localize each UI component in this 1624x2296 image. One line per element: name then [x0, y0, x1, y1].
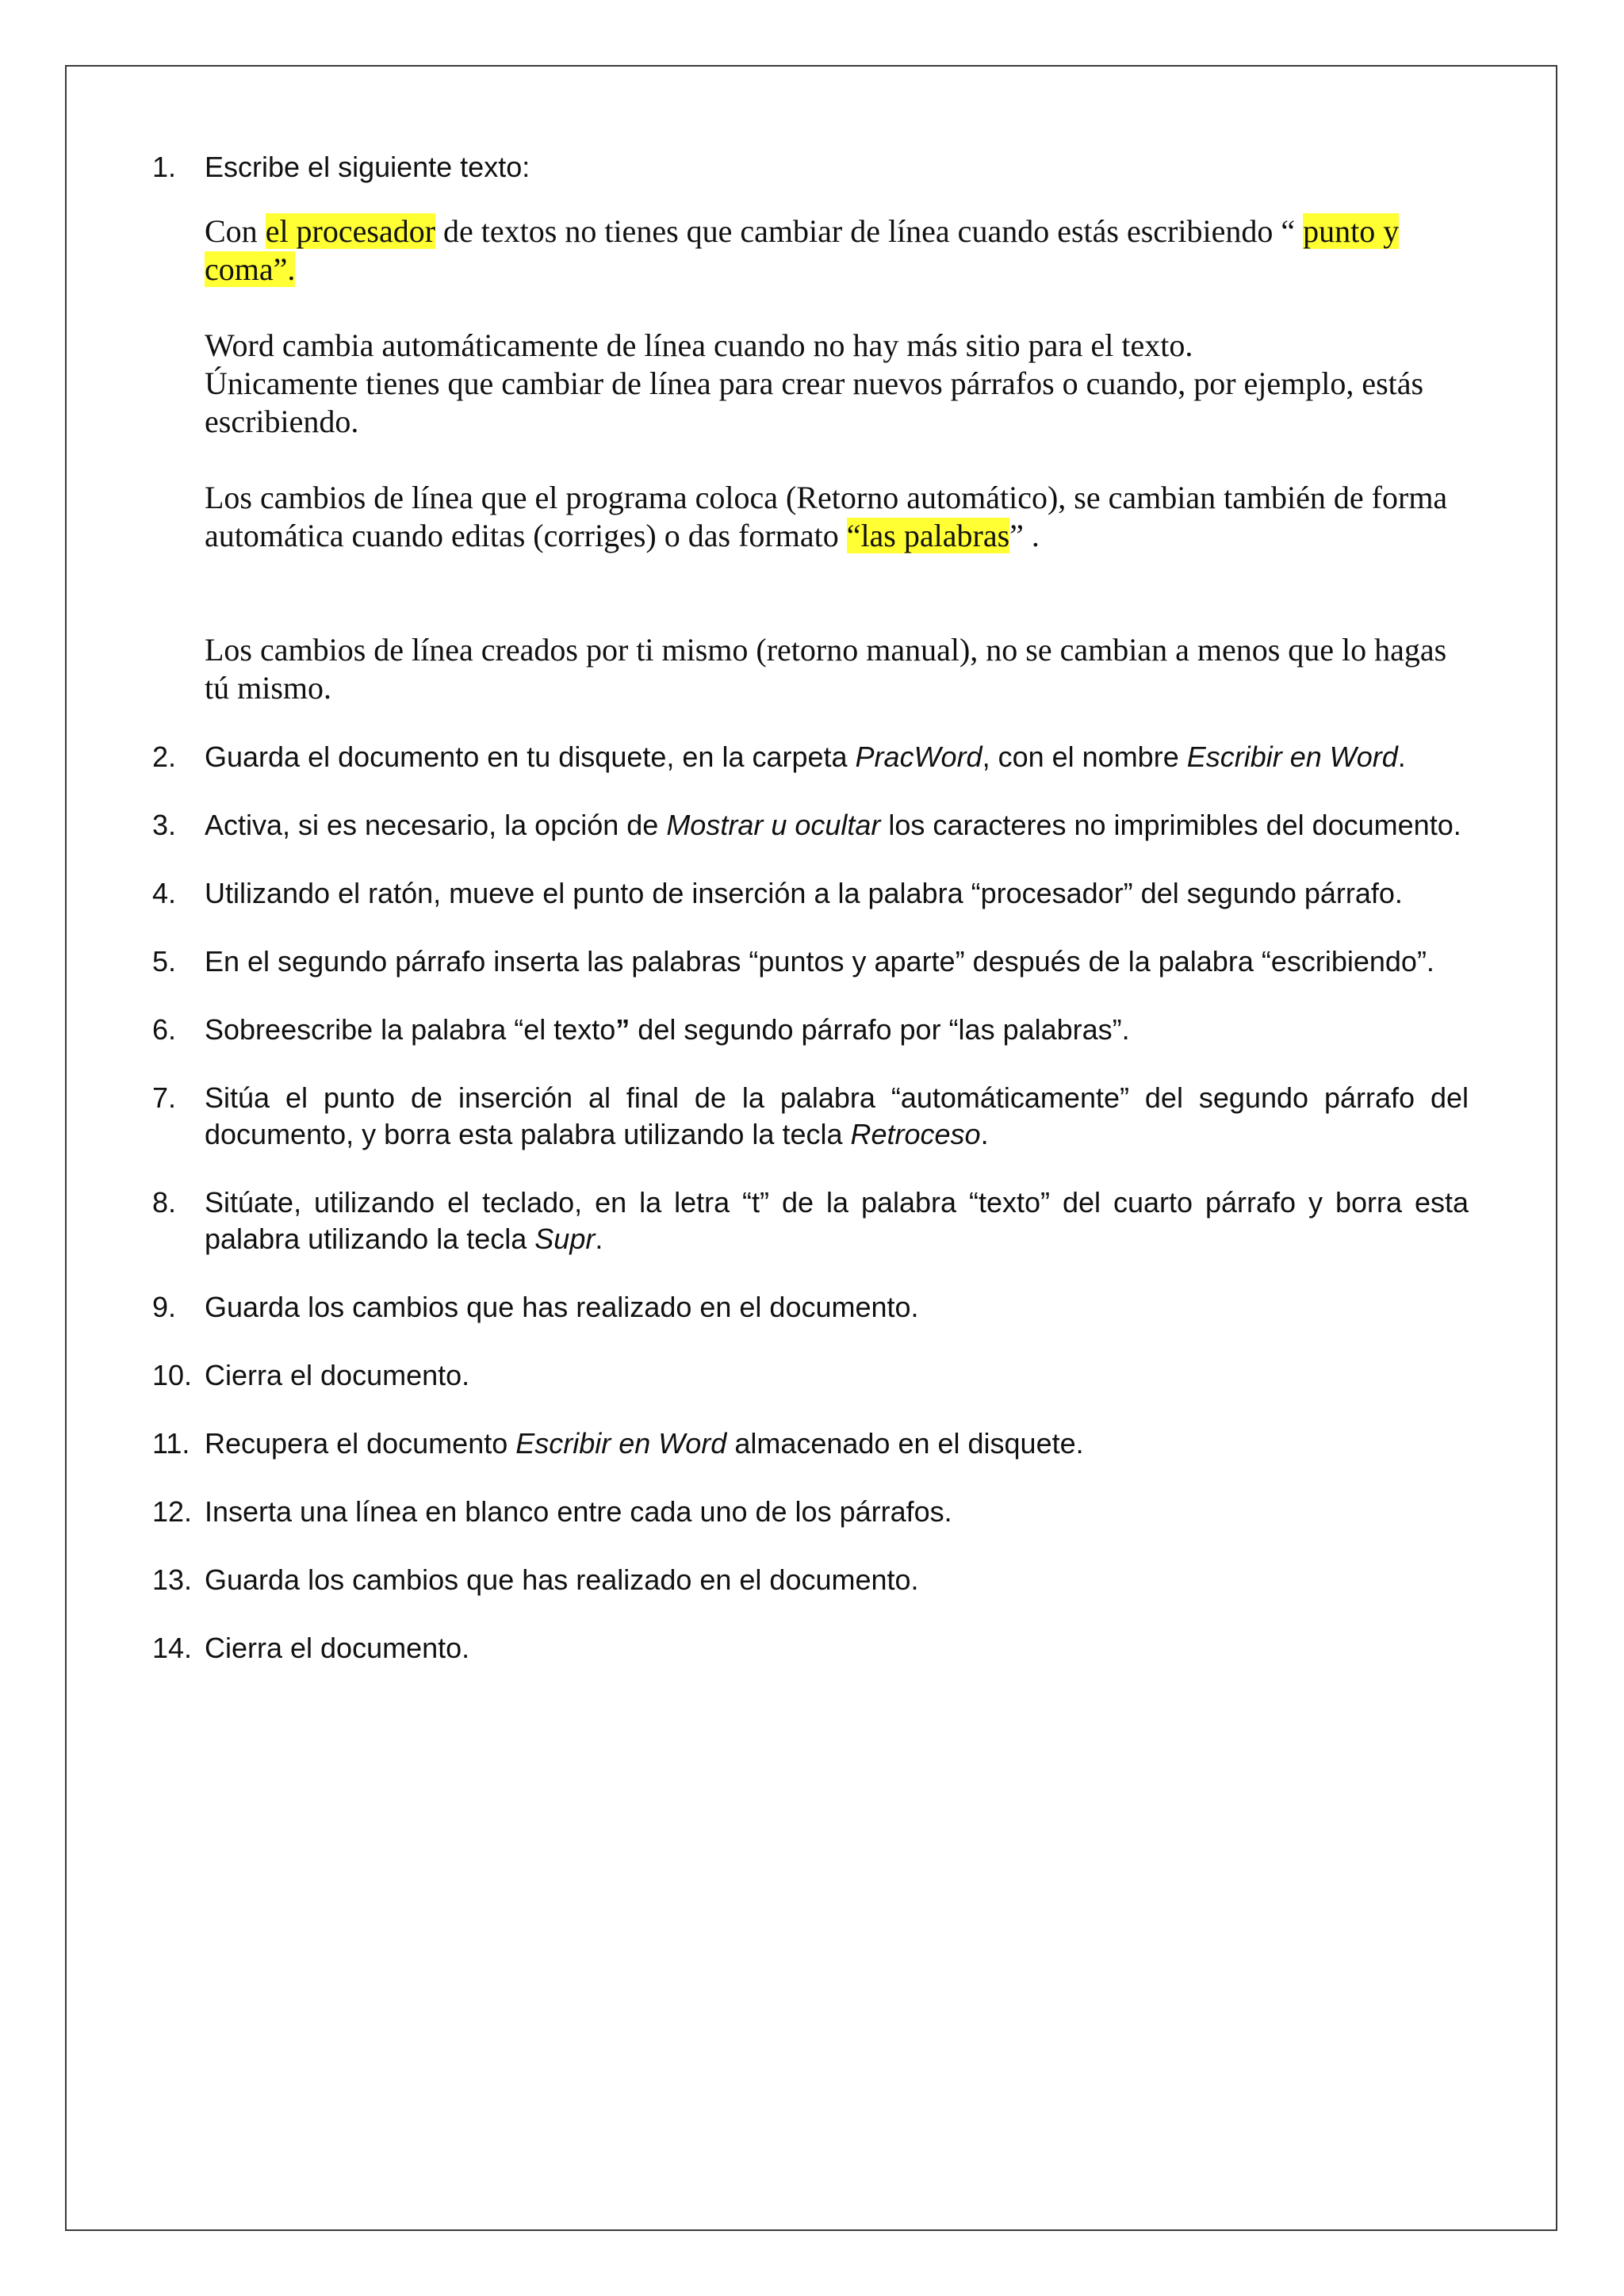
italic-text: PracWord: [855, 740, 982, 773]
sample-text: Word cambia automáticamente de línea cuando no hay más sitio para el texto.: [205, 327, 1193, 363]
item-text: Inserta una línea en blanco entre cada uno de los párrafos.: [205, 1495, 952, 1528]
item-text: Cierra el documento.: [205, 1632, 470, 1664]
item-text: .: [595, 1223, 603, 1255]
sample-paragraph-1: [205, 212, 1469, 289]
item-number: 7.: [152, 1081, 177, 1114]
italic-text: Retroceso: [850, 1118, 981, 1150]
item-number: 12.: [152, 1495, 193, 1528]
sample-text: ” .: [1009, 518, 1040, 553]
highlighted-text: punto y coma”.: [205, 213, 1400, 287]
sample-text: de textos no tienes que cambiar de línea cuando estás escribiendo “: [435, 213, 1304, 249]
bold-quote: ”: [615, 1013, 630, 1046]
item-number: 8.: [152, 1186, 177, 1219]
sample-paragraph-4: Los cambios de línea creados por ti mismo (retorno manual), no se cambian a menos que lo hagas tú mismo.: [205, 632, 1447, 706]
highlighted-text: el procesador: [265, 213, 436, 249]
item-text: Guarda los cambios que has realizado en el documento.: [205, 1291, 919, 1323]
list-item-8: [152, 1184, 1469, 1257]
item-number: 6.: [152, 1013, 177, 1046]
sample-text-block: [205, 212, 1469, 707]
item-text: Utilizando el ratón, mueve el punto de inserción a la palabra “procesador” del segundo párrafo.: [205, 877, 1403, 909]
item-number: 5.: [152, 945, 177, 978]
exercise-list: [152, 149, 1469, 1698]
item-text: del segundo párrafo por “las palabras”.: [630, 1013, 1130, 1046]
item-number: 9.: [152, 1291, 177, 1323]
item-text: Guarda el documento en tu disquete, en la carpeta: [205, 740, 856, 773]
list-item-13: [152, 1562, 1469, 1598]
list-item-12: [152, 1494, 1469, 1530]
italic-text: Supr: [534, 1223, 596, 1255]
item-text: En el segundo párrafo inserta las palabras “puntos y aparte” después de la palabra “escribiendo”.: [205, 945, 1434, 978]
item-number: 13.: [152, 1563, 193, 1596]
item-text: .: [980, 1118, 989, 1150]
sample-paragraph-3: [205, 479, 1469, 555]
item-text: Sitúate, utilizando el teclado, en la letra “t” de la palabra “texto” del cuarto párrafo y borra esta palabra utilizando la tecla: [205, 1186, 1469, 1255]
item-number: 11.: [152, 1427, 190, 1460]
item-text: Escribe el siguiente texto:: [205, 151, 530, 183]
italic-text: Mostrar u ocultar: [666, 809, 881, 841]
sample-paragraph-2: [205, 327, 1469, 441]
item-number: 14.: [152, 1632, 193, 1664]
list-item-11: [152, 1425, 1469, 1462]
item-number: 4.: [152, 877, 177, 909]
item-text: Activa, si es necesario, la opción de: [205, 809, 667, 841]
list-item-14: [152, 1630, 1469, 1667]
item-number: 2.: [152, 740, 177, 773]
list-item-9: [152, 1289, 1469, 1326]
item-text: Sitúa el punto de inserción al final de la palabra “automáticamente” del segundo párrafo del documento, y borra esta palabra utilizando la tecla: [205, 1081, 1469, 1150]
item-text: Cierra el documento.: [205, 1359, 470, 1391]
item-text: , con el nombre: [982, 740, 1187, 773]
italic-text: Escribir en Word: [515, 1427, 727, 1460]
item-number: 3.: [152, 809, 177, 841]
list-item-1: [152, 149, 1469, 707]
item-text: .: [1397, 740, 1406, 773]
item-text: almacenado en el disquete.: [726, 1427, 1084, 1460]
sample-text: Con: [205, 213, 266, 249]
list-item-4: [152, 875, 1469, 912]
list-item-10: [152, 1357, 1469, 1394]
list-item-3: [152, 807, 1469, 844]
item-text: Guarda los cambios que has realizado en el documento.: [205, 1563, 919, 1596]
sample-text: Los cambios de línea que el programa coloca (Retorno automático), se cambian también de forma automática cuando editas (corriges) o das formato: [205, 480, 1448, 553]
list-item-6: [152, 1012, 1469, 1048]
list-item-5: [152, 943, 1469, 980]
sample-text: Únicamente tienes que cambiar de línea para crear nuevos párrafos o cuando, por ejemplo, estás escribiendo.: [205, 365, 1424, 439]
item-number: 1.: [152, 151, 177, 183]
highlighted-text: “las palabras: [846, 518, 1010, 553]
list-item-2: [152, 739, 1469, 775]
item-text: Recupera el documento: [205, 1427, 516, 1460]
italic-text: Escribir en Word: [1186, 740, 1398, 773]
item-number: 10.: [152, 1359, 193, 1391]
list-item-7: [152, 1080, 1469, 1153]
item-text: los caracteres no imprimibles del documento.: [880, 809, 1461, 841]
item-text: Sobreescribe la palabra “el texto: [205, 1013, 616, 1046]
